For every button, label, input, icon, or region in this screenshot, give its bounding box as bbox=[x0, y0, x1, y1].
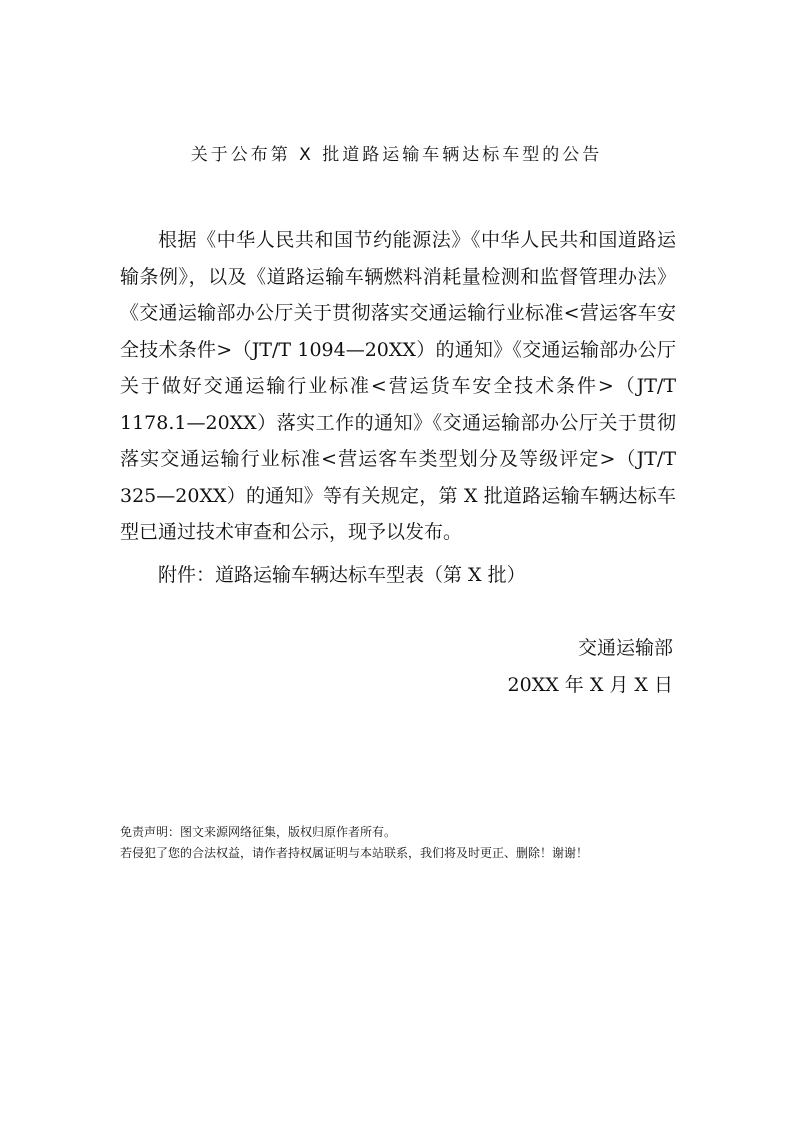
attachment-line: 附件：道路运输车辆达标车型表（第 X 批） bbox=[158, 564, 526, 586]
document-title: 关于公布第 X 批道路运输车辆达标车型的公告 bbox=[190, 145, 603, 165]
issuing-authority: 交通运输部 bbox=[577, 637, 673, 659]
disclaimer-line-2: 若侵犯了您的合法权益，请作者持权属证明与本站联系，我们将及时更正、删除！谢谢！ bbox=[120, 846, 589, 860]
disclaimer-line-1: 免责声明：图文来源网络征集，版权归原作者所有。 bbox=[120, 825, 397, 839]
document-body: 根据《中华人民共和国节约能源法》《中华人民共和国道路运输条例》，以及《道路运输车辆燃料消耗量检测和监督管理办法》《交通运输部办公厅关于贯彻落实交通运输行业标准<营运客车安全技术条件>（JT/T 1094—20XX）的通知》《交通运输部办公厅关于做好交通运输行业标准<营运货车安全技术条件>（JT/T 1178.1—20XX）落实工作的通知》《交通运输部办公厅关于贯彻落实交通运输行业标准<营运客车类型划分及等级评定>（JT/T 325—20XX）的通知》等有关规定，第 X 批道路运输车辆达标车型已通过技术审查和公示，现予以发布。 bbox=[120, 229, 676, 543]
disclaimer bbox=[120, 822, 690, 864]
issue-date: 20XX 年 X 月 X 日 bbox=[507, 674, 673, 696]
